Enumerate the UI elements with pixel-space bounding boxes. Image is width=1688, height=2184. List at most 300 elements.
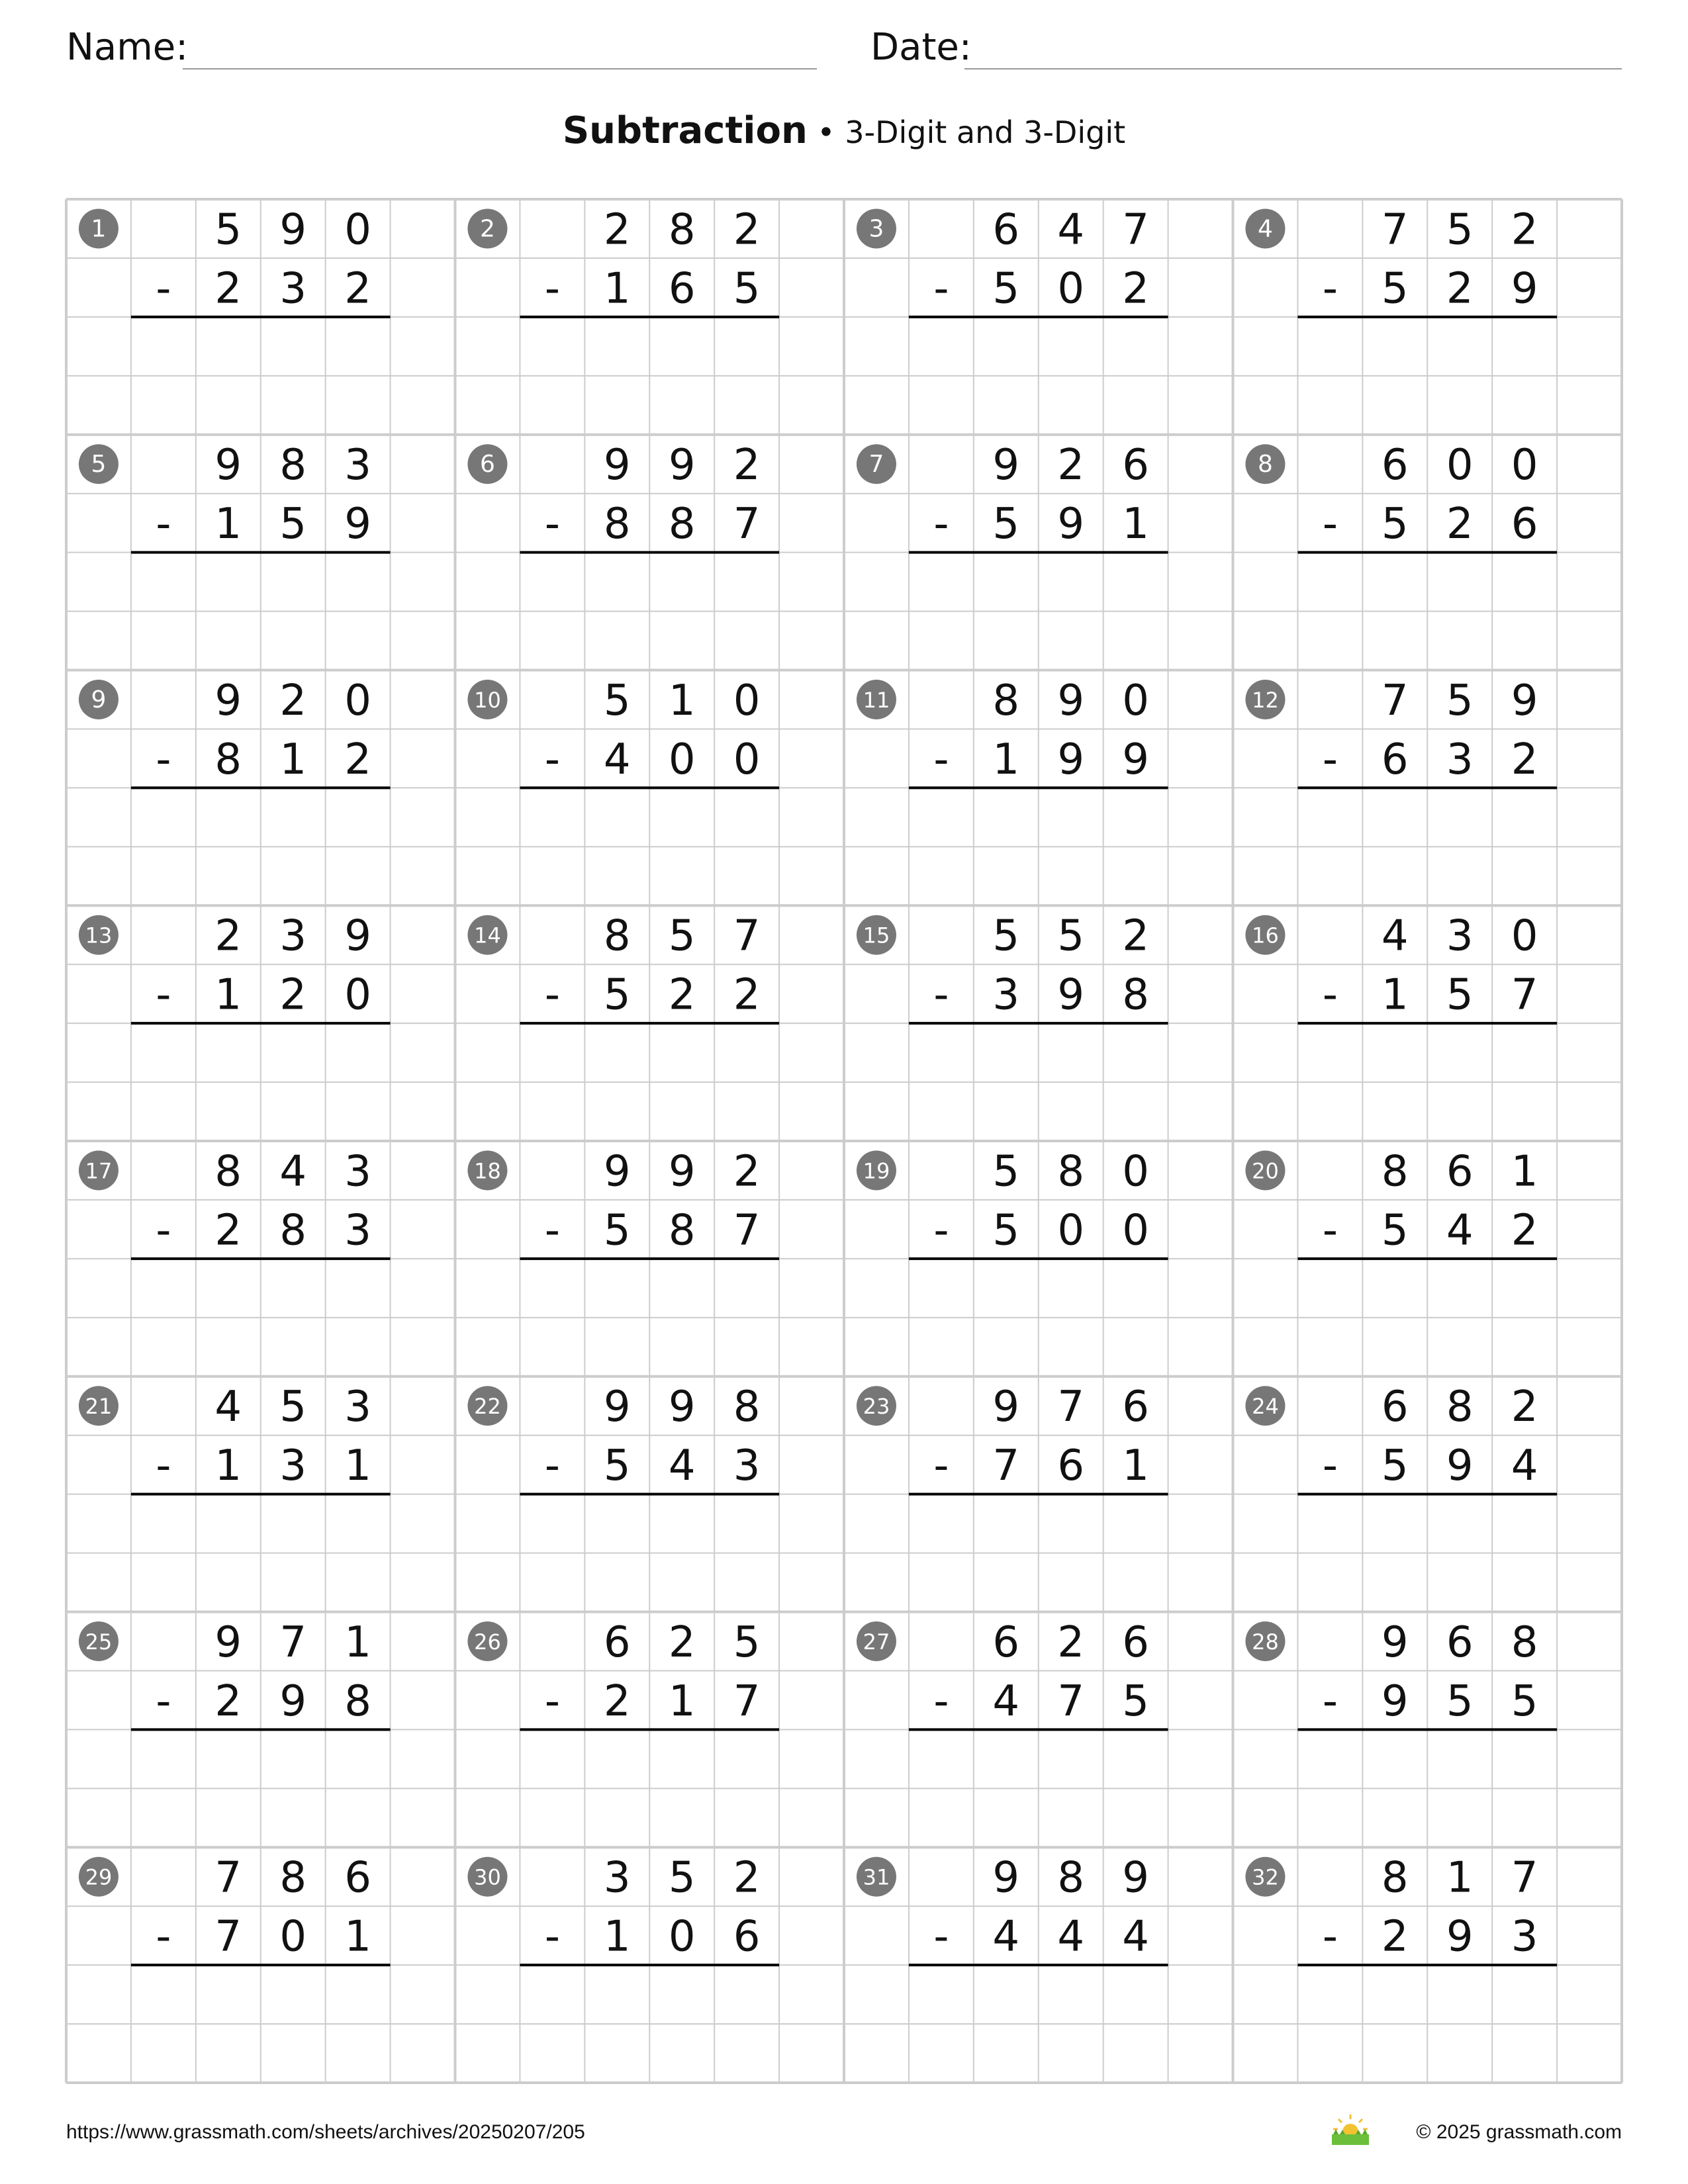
minus-sign: - — [544, 735, 560, 784]
subtrahend-digit: 7 — [1057, 1676, 1085, 1726]
subtrahend-digit: 4 — [1122, 1912, 1149, 1962]
answer-area[interactable] — [909, 319, 1168, 433]
subtrahend-digit: 5 — [992, 1206, 1020, 1255]
subtrahend-digit: 5 — [1381, 1206, 1409, 1255]
subtrahend-digit: 7 — [733, 1206, 761, 1255]
subtrahend-digit: 2 — [1446, 264, 1474, 314]
minuend-digit: 8 — [214, 1147, 242, 1197]
subtrahend-digit: 2 — [1511, 1206, 1538, 1255]
minuend-digit: 8 — [1511, 1617, 1538, 1667]
title-subtitle: 3-Digit and 3-Digit — [845, 114, 1126, 150]
subtrahend-digit: 4 — [992, 1676, 1020, 1726]
subtrahend-digit: 0 — [668, 1912, 696, 1962]
subtrahend-digit: 1 — [1381, 970, 1409, 1020]
problem-number: 31 — [863, 1864, 890, 1890]
problem-22 — [467, 1383, 779, 1610]
minuend-digit: 0 — [344, 676, 371, 725]
subtrahend-digit: 2 — [279, 970, 307, 1020]
grass-sun-logo-icon — [1329, 2113, 1372, 2146]
minuend-digit: 9 — [214, 441, 242, 490]
subtrahend-digit: 4 — [1446, 1206, 1474, 1255]
problem-number: 9 — [91, 686, 107, 713]
subtrahend-digit: 6 — [1381, 735, 1409, 784]
minuend-digit: 2 — [603, 205, 631, 255]
subtrahend-digit: 2 — [214, 264, 242, 314]
minuend-digit: 2 — [668, 1617, 696, 1667]
problem-number: 28 — [1252, 1629, 1279, 1655]
subtrahend-digit: 0 — [344, 970, 371, 1020]
minuend-digit: 2 — [1122, 911, 1149, 961]
subtrahend-digit: 6 — [1511, 500, 1538, 549]
answer-area[interactable] — [520, 1731, 779, 1845]
minus-sign: - — [156, 970, 171, 1020]
problem-number: 5 — [91, 451, 107, 478]
minuend-digit: 2 — [733, 1147, 761, 1197]
minuend-digit: 2 — [1057, 1617, 1085, 1667]
problem-20 — [1245, 1147, 1557, 1374]
minus-sign: - — [544, 1441, 560, 1491]
minuend-digit: 5 — [214, 205, 242, 255]
subtrahend-digit: 4 — [603, 735, 631, 784]
answer-area[interactable] — [131, 555, 391, 668]
minuend-digit: 4 — [279, 1147, 307, 1197]
subtrahend-digit: 8 — [279, 1206, 307, 1255]
minuend-digit: 6 — [1446, 1617, 1474, 1667]
minus-sign: - — [1322, 970, 1338, 1020]
subtrahend-digit: 5 — [992, 264, 1020, 314]
subtrahend-digit: 6 — [733, 1912, 761, 1962]
subtrahend-digit: 1 — [603, 264, 631, 314]
problem-number: 26 — [474, 1629, 501, 1655]
subtrahend-digit: 0 — [1122, 1206, 1149, 1255]
subtrahend-digit: 5 — [279, 500, 307, 549]
minuend-digit: 5 — [668, 1853, 696, 1903]
subtrahend-digit: 7 — [214, 1912, 242, 1962]
minuend-digit: 9 — [1122, 1853, 1149, 1903]
answer-area[interactable] — [131, 1731, 391, 1845]
problem-31 — [857, 1854, 1168, 2081]
subtrahend-digit: 7 — [1511, 970, 1538, 1020]
subtrahend-digit: 2 — [1446, 500, 1474, 549]
subtrahend-digit: 2 — [733, 970, 761, 1020]
problem-10 — [467, 676, 779, 903]
answer-area[interactable] — [131, 1261, 391, 1375]
minus-sign: - — [544, 1206, 560, 1255]
problem-2 — [467, 205, 779, 432]
minuend-digit: 6 — [1446, 1147, 1474, 1197]
minuend-digit: 6 — [1122, 1617, 1149, 1667]
minus-sign: - — [544, 970, 560, 1020]
minuend-digit: 9 — [603, 441, 631, 490]
answer-area[interactable] — [1297, 1967, 1557, 2081]
problem-19 — [857, 1147, 1168, 1374]
minuend-digit: 8 — [279, 441, 307, 490]
answer-area[interactable] — [131, 1025, 391, 1139]
minuend-digit: 0 — [1122, 676, 1149, 725]
subtrahend-digit: 1 — [1122, 500, 1149, 549]
minuend-digit: 0 — [1511, 911, 1538, 961]
minus-sign: - — [544, 500, 560, 549]
minuend-digit: 6 — [1381, 1383, 1409, 1432]
minuend-digit: 9 — [992, 1383, 1020, 1432]
minus-sign: - — [1322, 1676, 1338, 1726]
minuend-digit: 1 — [668, 676, 696, 725]
answer-area[interactable] — [1297, 1261, 1557, 1375]
problem-number: 12 — [1252, 687, 1279, 713]
minuend-digit: 8 — [603, 911, 631, 961]
subtrahend-digit: 4 — [1511, 1441, 1538, 1491]
title-separator: • — [807, 114, 845, 150]
problem-8 — [1245, 441, 1557, 668]
minuend-digit: 8 — [1381, 1853, 1409, 1903]
answer-area[interactable] — [520, 1967, 779, 2081]
answer-area[interactable] — [909, 790, 1168, 903]
problem-25 — [79, 1618, 391, 1845]
minuend-digit: 2 — [279, 676, 307, 725]
minuend-digit: 7 — [1057, 1383, 1085, 1432]
minuend-digit: 9 — [992, 1853, 1020, 1903]
problem-16 — [1245, 912, 1557, 1139]
minus-sign: - — [933, 735, 949, 784]
answer-area[interactable] — [131, 790, 391, 903]
minuend-digit: 3 — [603, 1853, 631, 1903]
minus-sign: - — [1322, 264, 1338, 314]
subtrahend-digit: 9 — [1381, 1676, 1409, 1726]
footer-copyright: © 2025 grassmath.com — [1416, 2121, 1622, 2143]
subtrahend-digit: 7 — [733, 1676, 761, 1726]
problem-number: 22 — [474, 1394, 501, 1420]
minuend-digit: 8 — [279, 1853, 307, 1903]
answer-area[interactable] — [520, 555, 779, 668]
subtrahend-digit: 2 — [344, 735, 371, 784]
problem-number: 23 — [863, 1394, 890, 1420]
minuend-digit: 1 — [344, 1617, 371, 1667]
minuend-digit: 2 — [733, 1853, 761, 1903]
answer-area[interactable] — [1297, 790, 1557, 903]
problem-number: 32 — [1252, 1864, 1279, 1890]
minus-sign: - — [156, 1441, 171, 1491]
minuend-digit: 8 — [1057, 1147, 1085, 1197]
minuend-digit: 5 — [1057, 911, 1085, 961]
subtrahend-digit: 5 — [733, 264, 761, 314]
subtrahend-digit: 3 — [1511, 1912, 1538, 1962]
minuend-digit: 2 — [1057, 441, 1085, 490]
subtrahend-digit: 0 — [1057, 264, 1085, 314]
subtrahend-digit: 8 — [668, 1206, 696, 1255]
subtrahend-digit: 5 — [603, 1441, 631, 1491]
answer-area[interactable] — [520, 1496, 779, 1610]
subtrahend-digit: 4 — [1057, 1912, 1085, 1962]
minus-sign: - — [933, 264, 949, 314]
subtrahend-digit: 1 — [214, 970, 242, 1020]
minuend-digit: 2 — [733, 441, 761, 490]
minuend-digit: 8 — [1057, 1853, 1085, 1903]
answer-area[interactable] — [909, 555, 1168, 668]
subtrahend-digit: 3 — [279, 264, 307, 314]
problem-number: 4 — [1258, 215, 1273, 243]
subtrahend-digit: 5 — [603, 1206, 631, 1255]
answer-area[interactable] — [131, 319, 391, 433]
minuend-digit: 9 — [344, 911, 371, 961]
subtrahend-digit: 2 — [214, 1676, 242, 1726]
problem-number: 17 — [85, 1158, 113, 1184]
problem-number: 29 — [85, 1864, 113, 1890]
answer-area[interactable] — [1297, 1731, 1557, 1845]
subtrahend-digit: 5 — [603, 970, 631, 1020]
subtrahend-digit: 8 — [344, 1676, 371, 1726]
subtrahend-digit: 3 — [733, 1441, 761, 1491]
answer-area[interactable] — [1297, 555, 1557, 668]
subtrahend-digit: 4 — [668, 1441, 696, 1491]
minuend-digit: 7 — [1381, 676, 1409, 725]
subtrahend-digit: 5 — [1446, 970, 1474, 1020]
minuend-digit: 9 — [1381, 1617, 1409, 1667]
answer-area[interactable] — [1297, 319, 1557, 433]
answer-area[interactable] — [520, 319, 779, 433]
minuend-digit: 7 — [279, 1617, 307, 1667]
subtrahend-digit: 9 — [344, 500, 371, 549]
minuend-digit: 5 — [603, 676, 631, 725]
problem-13 — [79, 912, 391, 1139]
minuend-digit: 6 — [992, 205, 1020, 255]
subtrahend-digit: 8 — [1122, 970, 1149, 1020]
minuend-digit: 0 — [344, 205, 371, 255]
minuend-digit: 8 — [733, 1383, 761, 1432]
minus-sign: - — [1322, 1912, 1338, 1962]
subtrahend-digit: 2 — [1381, 1912, 1409, 1962]
subtrahend-digit: 7 — [992, 1441, 1020, 1491]
minus-sign: - — [1322, 500, 1338, 549]
answer-area[interactable] — [131, 1967, 391, 2081]
minuend-digit: 3 — [1446, 911, 1474, 961]
subtrahend-digit: 9 — [1511, 264, 1538, 314]
subtrahend-digit: 3 — [344, 1206, 371, 1255]
minuend-digit: 9 — [1511, 676, 1538, 725]
minuend-digit: 9 — [214, 676, 242, 725]
minus-sign: - — [933, 500, 949, 549]
minus-sign: - — [156, 735, 171, 784]
minuend-digit: 2 — [1511, 1383, 1538, 1432]
subtrahend-digit: 5 — [1446, 1676, 1474, 1726]
subtrahend-digit: 5 — [1511, 1676, 1538, 1726]
minus-sign: - — [933, 970, 949, 1020]
answer-area[interactable] — [909, 1261, 1168, 1375]
minuend-digit: 2 — [1511, 205, 1538, 255]
minuend-digit: 6 — [1122, 1383, 1149, 1432]
subtrahend-digit: 9 — [1057, 500, 1085, 549]
answer-area[interactable] — [909, 1967, 1168, 2081]
subtrahend-digit: 1 — [344, 1912, 371, 1962]
subtrahend-digit: 5 — [1381, 500, 1409, 549]
subtrahend-digit: 2 — [214, 1206, 242, 1255]
minuend-digit: 0 — [1446, 441, 1474, 490]
minus-sign: - — [156, 1206, 171, 1255]
problem-number: 11 — [863, 687, 890, 713]
minuend-digit: 4 — [1381, 911, 1409, 961]
name-label: Name: — [66, 26, 189, 69]
subtrahend-digit: 9 — [1446, 1912, 1474, 1962]
problem-number: 8 — [1258, 451, 1273, 478]
problem-24 — [1245, 1383, 1557, 1610]
problem-30 — [467, 1854, 779, 2081]
minuend-digit: 6 — [992, 1617, 1020, 1667]
problem-1 — [79, 205, 391, 432]
minus-sign: - — [544, 264, 560, 314]
subtrahend-digit: 2 — [668, 970, 696, 1020]
subtrahend-digit: 2 — [1122, 264, 1149, 314]
problem-number: 16 — [1252, 923, 1279, 948]
minus-sign: - — [1322, 735, 1338, 784]
problem-number: 3 — [868, 215, 884, 243]
subtrahend-digit: 0 — [1057, 1206, 1085, 1255]
subtrahend-digit: 0 — [733, 735, 761, 784]
answer-area[interactable] — [1297, 1025, 1557, 1139]
minuend-digit: 9 — [1057, 676, 1085, 725]
minuend-digit: 7 — [214, 1853, 242, 1903]
date-label: Date: — [870, 26, 972, 69]
minuend-digit: 7 — [1381, 205, 1409, 255]
problem-21 — [79, 1383, 391, 1610]
problem-number: 20 — [1252, 1158, 1279, 1184]
subtrahend-digit: 1 — [344, 1441, 371, 1491]
problem-18 — [467, 1147, 779, 1374]
subtrahend-digit: 0 — [279, 1912, 307, 1962]
subtrahend-digit: 3 — [279, 1441, 307, 1491]
subtrahend-digit: 1 — [214, 500, 242, 549]
problem-17 — [79, 1147, 391, 1374]
subtrahend-digit: 9 — [1446, 1441, 1474, 1491]
subtrahend-digit: 9 — [1122, 735, 1149, 784]
problem-number: 13 — [85, 923, 113, 948]
problem-4 — [1245, 205, 1557, 432]
minus-sign: - — [156, 1912, 171, 1962]
problem-number: 2 — [480, 215, 495, 243]
problem-number: 25 — [85, 1629, 113, 1655]
minuend-digit: 8 — [1446, 1383, 1474, 1432]
subtrahend-digit: 1 — [279, 735, 307, 784]
minuend-digit: 9 — [668, 1147, 696, 1197]
minuend-digit: 8 — [992, 676, 1020, 725]
minuend-digit: 9 — [603, 1383, 631, 1432]
problem-32 — [1245, 1854, 1557, 2081]
problem-14 — [467, 912, 779, 1139]
subtrahend-digit: 8 — [668, 500, 696, 549]
minus-sign: - — [544, 1912, 560, 1962]
problem-number: 15 — [863, 923, 890, 948]
minuend-digit: 6 — [344, 1853, 371, 1903]
minuend-digit: 0 — [733, 676, 761, 725]
problem-9 — [79, 676, 391, 903]
minuend-digit: 0 — [1122, 1147, 1149, 1197]
minuend-digit: 9 — [279, 205, 307, 255]
minuend-digit: 3 — [344, 441, 371, 490]
minuend-digit: 2 — [214, 911, 242, 961]
problem-number: 7 — [868, 451, 884, 478]
minus-sign: - — [156, 500, 171, 549]
subtrahend-digit: 3 — [1446, 735, 1474, 784]
minuend-digit: 0 — [1511, 441, 1538, 490]
answer-area[interactable] — [520, 1025, 779, 1139]
minuend-digit: 9 — [668, 441, 696, 490]
answer-area[interactable] — [520, 1261, 779, 1375]
minuend-digit: 8 — [1381, 1147, 1409, 1197]
subtrahend-digit: 8 — [214, 735, 242, 784]
problem-number: 6 — [480, 451, 495, 478]
subtrahend-digit: 1 — [603, 1912, 631, 1962]
minus-sign: - — [933, 1676, 949, 1726]
problem-number: 27 — [863, 1629, 890, 1655]
footer-url: https://www.grassmath.com/sheets/archives/20250207/205 — [66, 2121, 585, 2143]
subtrahend-digit: 1 — [1122, 1441, 1149, 1491]
minus-sign: - — [544, 1676, 560, 1726]
minuend-digit: 7 — [1511, 1853, 1538, 1903]
subtrahend-digit: 1 — [992, 735, 1020, 784]
minuend-digit: 5 — [1446, 205, 1474, 255]
minuend-digit: 5 — [733, 1617, 761, 1667]
subtrahend-digit: 9 — [279, 1676, 307, 1726]
problem-29 — [79, 1854, 391, 2081]
subtrahend-digit: 7 — [733, 500, 761, 549]
minuend-digit: 1 — [1446, 1853, 1474, 1903]
answer-area[interactable] — [1297, 1496, 1557, 1610]
problem-number: 30 — [474, 1864, 501, 1890]
subtrahend-digit: 4 — [992, 1912, 1020, 1962]
problem-number: 21 — [85, 1394, 113, 1420]
subtrahend-digit: 5 — [1122, 1676, 1149, 1726]
minuend-digit: 5 — [992, 911, 1020, 961]
subtrahend-digit: 5 — [1381, 1441, 1409, 1491]
problem-23 — [857, 1383, 1168, 1610]
problem-6 — [467, 441, 779, 668]
subtrahend-digit: 2 — [1511, 735, 1538, 784]
problem-number: 24 — [1252, 1394, 1279, 1420]
minuend-digit: 6 — [1381, 441, 1409, 490]
minuend-digit: 8 — [668, 205, 696, 255]
subtrahend-digit: 3 — [992, 970, 1020, 1020]
subtrahend-digit: 6 — [668, 264, 696, 314]
subtrahend-digit: 1 — [668, 1676, 696, 1726]
minuend-digit: 7 — [1122, 205, 1149, 255]
problem-number: 14 — [474, 923, 501, 948]
minuend-digit: 9 — [214, 1617, 242, 1667]
problem-15 — [857, 912, 1168, 1139]
subtrahend-digit: 2 — [344, 264, 371, 314]
subtrahend-digit: 9 — [1057, 735, 1085, 784]
minuend-digit: 6 — [603, 1617, 631, 1667]
answer-area[interactable] — [131, 1496, 391, 1610]
subtrahend-digit: 0 — [668, 735, 696, 784]
problem-number: 10 — [474, 687, 501, 713]
minuend-digit: 5 — [992, 1147, 1020, 1197]
minuend-digit: 4 — [1057, 205, 1085, 255]
minus-sign: - — [933, 1912, 949, 1962]
minus-sign: - — [156, 264, 171, 314]
minuend-digit: 3 — [344, 1383, 371, 1432]
problem-26 — [467, 1618, 779, 1845]
minus-sign: - — [933, 1206, 949, 1255]
answer-area[interactable] — [909, 1496, 1168, 1610]
minuend-digit: 2 — [733, 205, 761, 255]
problem-5 — [79, 441, 391, 668]
answer-area[interactable] — [909, 1731, 1168, 1845]
answer-area[interactable] — [909, 1025, 1168, 1139]
minuend-digit: 7 — [733, 911, 761, 961]
answer-area[interactable] — [520, 790, 779, 903]
title-main: Subtraction — [562, 109, 808, 152]
minuend-digit: 3 — [279, 911, 307, 961]
minuend-digit: 3 — [344, 1147, 371, 1197]
problem-7 — [857, 441, 1168, 668]
